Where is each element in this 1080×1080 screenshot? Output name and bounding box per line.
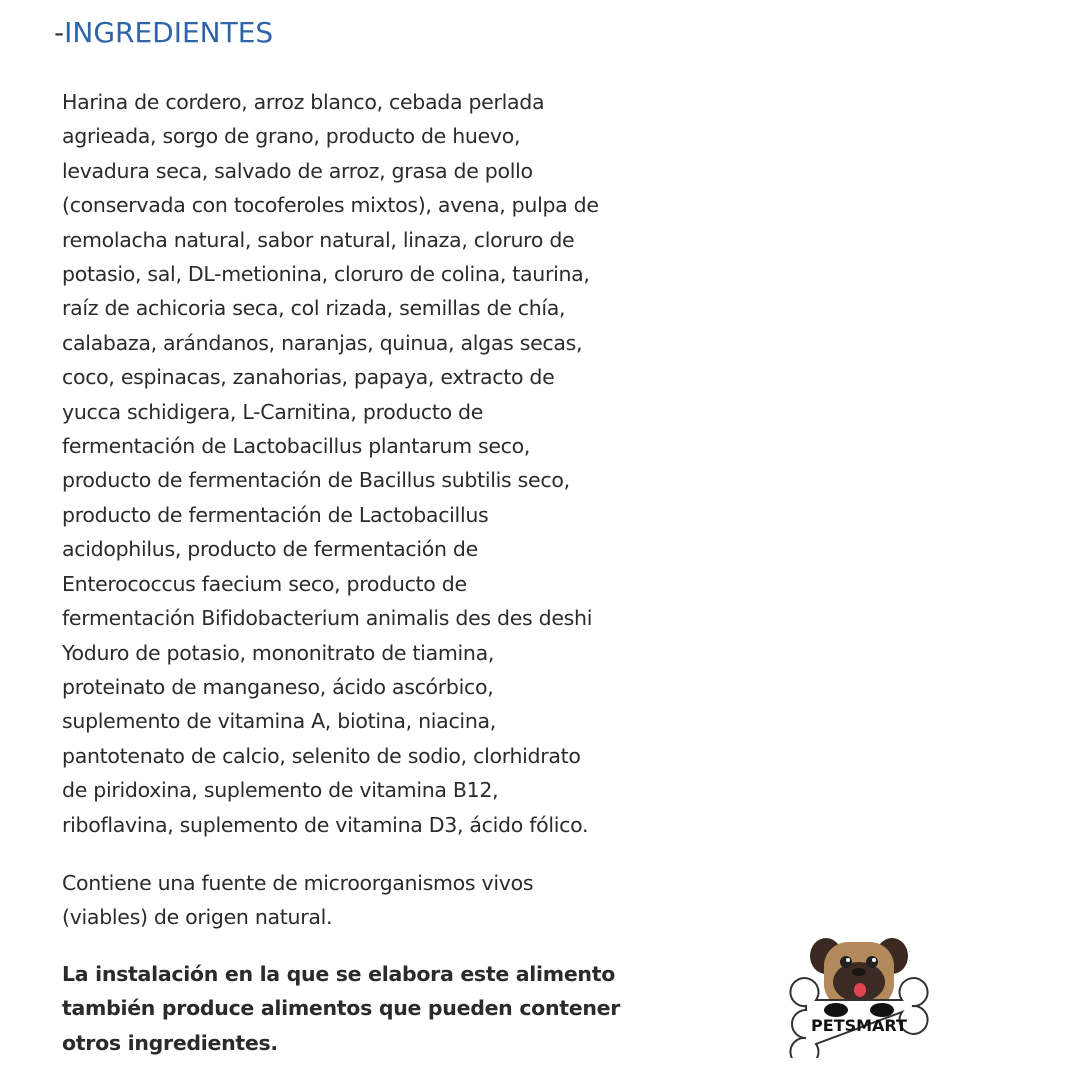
probiotic-line: Contiene una fuente de microorganismos vivos [62, 871, 534, 895]
probiotic-note [62, 866, 533, 935]
ingredients-line: potasio, sal, DL-metionina, cloruro de colina, taurina, [62, 262, 590, 287]
title-dash: - [54, 16, 65, 49]
ingredients-list [62, 85, 599, 842]
warning-line: también produce alimentos que pueden contener [62, 996, 621, 1021]
ingredients-line: acidophilus, producto de fermentación de [62, 537, 478, 562]
ingredients-line: raíz de achicoria seca, col rizada, semillas de chía, [62, 296, 566, 321]
warning-line: otros ingredientes. [62, 1030, 278, 1055]
ingredients-line: pantotenato de calcio, selenito de sodio, clorhidrato [62, 743, 581, 768]
warning-line: La instalación en la que se elabora este alimento [62, 962, 616, 986]
ingredients-line: coco, espinacas, zanahorias, papaya, extracto de [62, 365, 555, 390]
ingredients-line: yucca schidigera, L-Carnitina, producto de [62, 399, 484, 424]
ingredients-line: fermentación de Lactobacillus plantarum seco, [62, 434, 531, 459]
ingredients-line: remolacha natural, sabor natural, linaza, cloruro de [62, 227, 575, 252]
ingredients-line: Enterococcus faecium seco, producto de [62, 571, 467, 596]
ingredients-line: Harina de cordero, arroz blanco, cebada perlada [62, 90, 545, 114]
petsmart-logo [786, 934, 932, 1058]
svg-text:PETSMART: PETSMART [811, 1016, 907, 1035]
ingredients-line: (conservada con tocoferoles mixtos), avena, pulpa de [62, 193, 599, 218]
ingredients-line: producto de fermentación de Lactobacillus [62, 502, 489, 527]
ingredients-line: levadura seca, salvado de arroz, grasa de pollo [62, 158, 533, 183]
allergen-warning [62, 957, 620, 1060]
ingredients-line: fermentación Bifidobacterium animalis des des deshi [62, 606, 593, 631]
ingredients-line: riboflavina, suplemento de vitamina D3, ácido fólico. [62, 812, 589, 837]
probiotic-line: (viables) de origen natural. [62, 905, 333, 930]
title-text: INGREDIENTES [64, 16, 274, 49]
ingredients-line: suplemento de vitamina A, biotina, niacina, [62, 709, 496, 734]
pug-on-bone-logo-icon [786, 934, 932, 1058]
ingredients-line: calabaza, arándanos, naranjas, quinua, algas secas, [62, 330, 583, 355]
ingredients-line: proteinato de manganeso, ácido ascórbico, [62, 674, 494, 699]
ingredients-line: Yoduro de potasio, mononitrato de tiamina, [62, 640, 495, 665]
ingredients-line: producto de fermentación de Bacillus subtilis seco, [62, 468, 570, 493]
ingredients-line: agrieada, sorgo de grano, producto de huevo, [62, 124, 521, 149]
ingredients-line: de piridoxina, suplemento de vitamina B12, [62, 778, 499, 803]
page-title [54, 16, 273, 49]
